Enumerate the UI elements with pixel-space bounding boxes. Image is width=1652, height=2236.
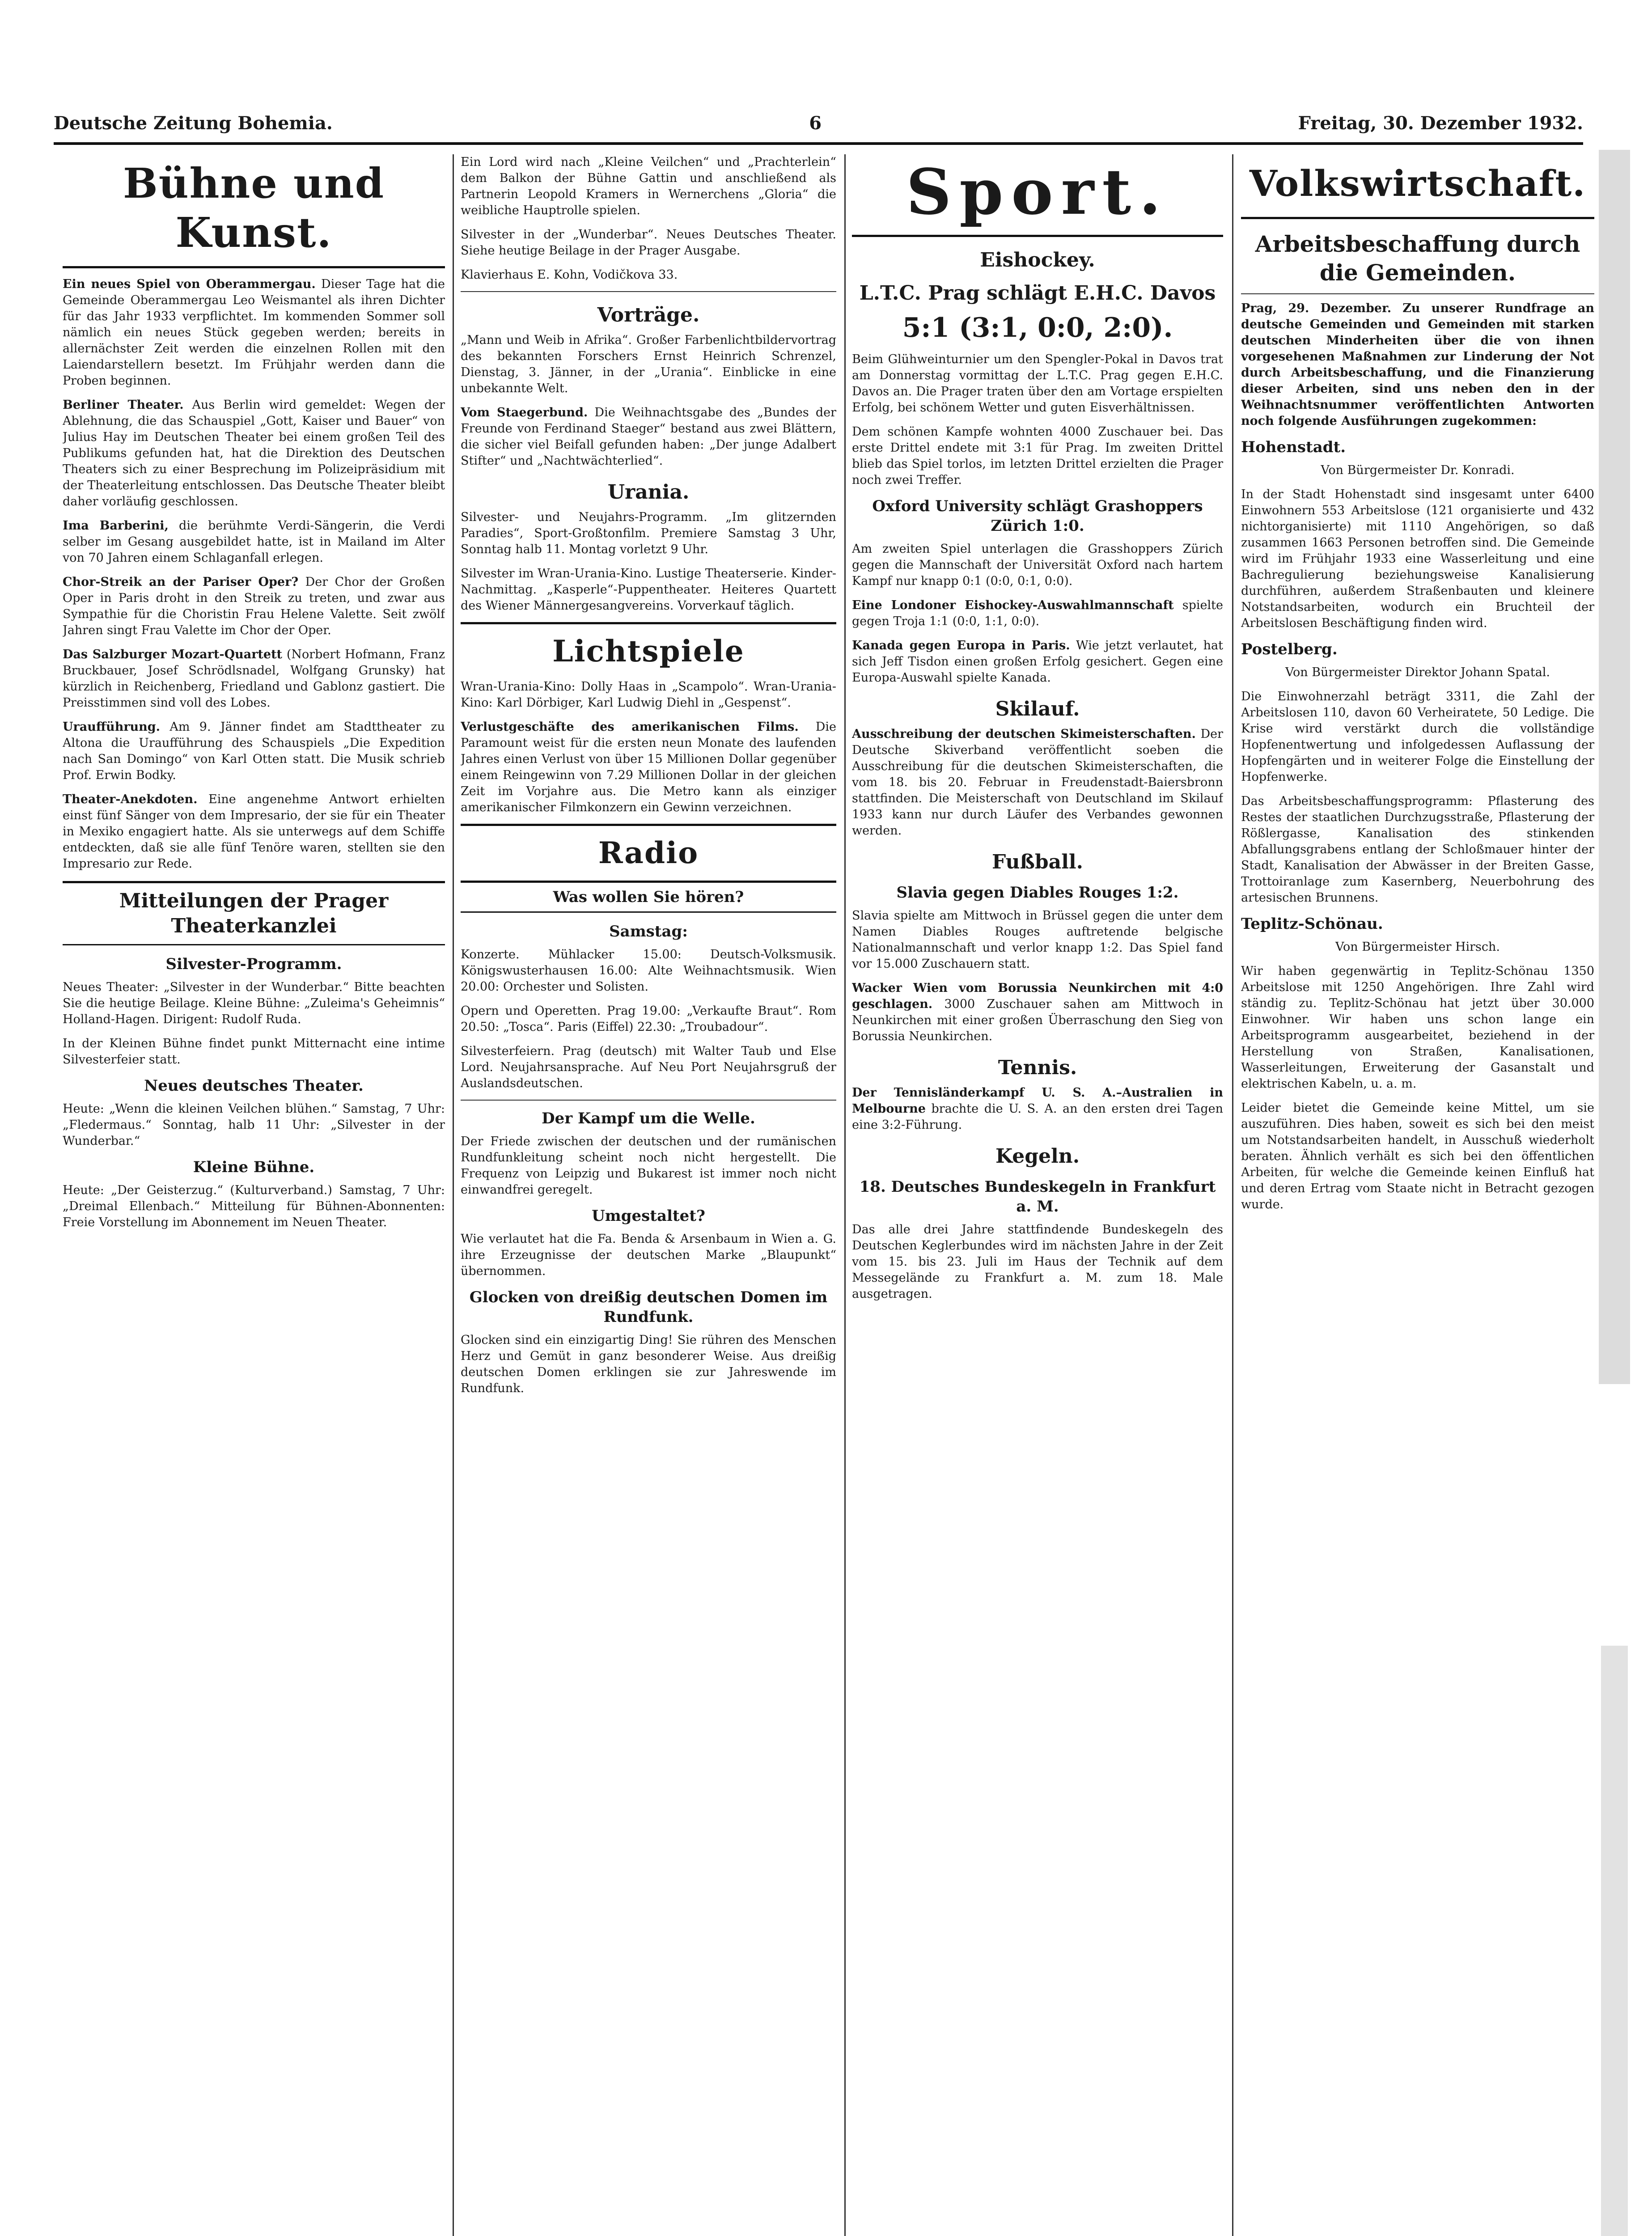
article-barberini: Ima Barberini, die berühmte Verdi-Sängerin, die Verdi selber im Gesang ausgebildet hatte, ist in Mailand im Alter von 70 Jahren einem Schlaganfall erlegen. <box>63 519 445 565</box>
article-spengler-kampf: Dem schönen Kampfe wohnten 4000 Zuschauer bei. Das erste Drittel endete mit 3:1 für Prag. Im zweiten Drittel blieb das Spiel torlos, im letzten Drittel erzielten die Prager noch zwei Treffer. <box>852 425 1223 487</box>
tennis-heading: Tennis. <box>998 1056 1077 1079</box>
article-rundfrage: Prag, 29. Dezember. Zu unserer Rundfrage an deutsche Gemeinden und Gemeinden mit starken deutschen Minderheiten über die von ihnen vorgesehenen Maßnahmen zur Linderung der Not durch Arbeitsbeschaffung, und die Finanzierung dieser Arbeiten, sind uns neben den in der Weihnachtsnummer veröffentlichten Antworten noch folgende Ausführungen zugekommen: <box>1241 301 1594 428</box>
radio-day: Samstag: <box>609 923 688 940</box>
running-head <box>54 110 1583 136</box>
article-umgestaltet: Wie verlautet hat die Fa. Benda & Arsenbaum in Wien a. G. ihre Erzeugnisse der deutschen Marke „Blaupunkt“ übernommen. <box>461 1232 836 1278</box>
article-amerikanischer-film: Verlustgeschäfte des amerikanischen Films. Die Paramount weist für die ersten neun Monate des laufenden Jahres einen Verlust von über 15 Millionen Dollar gegenüber einem Reingewinn von 7.29 Millionen Dollar in der gleichen Zeit im Vorjahre aus. Die Metro kann als einziger amerikanischer Filmkonzern ein Gewinn verzeichnen. <box>461 720 836 814</box>
urania-heading: Urania. <box>607 481 690 504</box>
article-hohenstadt: In der Stadt Hohenstadt sind insgesamt unter 6400 Einwohnern 553 Arbeitslose (121 organisierte und 432 nichtorganisierte) mit 1110 Angehörigen, so daß zusammen 1663 Personen betroffen sind. Die Gemeinde wird im Frühjahr 1933 eine Wasserleitung und eine Bachregulierung beziehungsweise Kanalisierung durchführen, außerdem Straßenbauten und kleinere Notstandsarbeiten, wodurch ein Bruchteil der Arbeitslosen Beschäftigung finden wird. <box>1241 487 1594 630</box>
article-teplitz-mittel: Leider bietet die Gemeinde keine Mittel, um sie auszuführen. Dies haben, soweit es sich bei den meist um Notstandsarbeiten handelt, in Ausschuß wiederholt beraten. Ähnlich verhält es sich bei den öffentlichen Arbeiten, für welche die Gemeinde keinen Einfluß hat und deren Ertrag vom Staate nicht in Betracht gezogen wurde. <box>1241 1101 1594 1211</box>
kampf-welle-heading: Der Kampf um die Welle. <box>542 1110 755 1127</box>
vortraege-heading: Vorträge. <box>597 304 700 326</box>
article-skimeisterschaften: Ausschreibung der deutschen Skimeisterschaften. Der Deutsche Skiverband veröffentlicht soeben die Ausschreibung für die deutschen Skimeisterschaften, die vom 18. bis 20. Februar in Freudenstadt-Baiersbronn stattfinden. Die Meisterschaft von Deutschland im Skilauf 1933 kann nur durch Läufer des Verbandes gewonnen werden. <box>852 727 1223 838</box>
postelberg-heading: Postelberg. <box>1241 640 1338 658</box>
article-silvester-wunderbar: Silvester in der „Wunderbar“. Neues Deutsches Theater. Siehe heutige Beilage in der Prager Ausgabe. <box>461 228 836 258</box>
article-anekdoten: Theater-Anekdoten. Eine angenehme Antwort erhielten einst fünf Sänger von dem Impresario, der sie für ein Theater in Mexiko engagiert hatte. Als sie unterwegs auf dem Schiffe entdeckten, daß sie alle fünf Tenöre waren, stellten sie den Impresario zur Rede. <box>63 792 445 871</box>
match-slavia: Slavia gegen Diables Rouges 1:2. <box>896 884 1179 902</box>
radio-opern: Opern und Operetten. Prag 19.00: „Verkaufte Braut“. Rom 20.50: „Tosca“. Paris (Eiffel) 22.30: „Troubadour“. <box>461 1004 836 1034</box>
column-divider <box>1232 154 1233 2236</box>
page-number: 6 <box>809 112 822 134</box>
postelberg-author: Von Bürgermeister Direktor Johann Spatal. <box>1285 665 1550 679</box>
header-rule <box>54 142 1583 145</box>
article-lord: Ein Lord wird nach „Kleine Veilchen“ und „Prachterlein“ dem Balkon der Bühne Gattin und anschließend als Partnerin Leopold Kramers in Wernerchens „Gloria“ die weibliche Hauptrolle spielen. <box>461 155 836 217</box>
article-oxford: Am zweiten Spiel unterlagen die Grasshoppers Zürich gegen die Mannschaft der Universität Oxford nach hartem Kampf nur knapp 0:1 (0:0, 0:1, 0:0). <box>852 542 1223 588</box>
article-berliner-theater: Berliner Theater. Aus Berlin wird gemeldet: Wegen der Ablehnung, die das Schauspiel „Gott, Kaiser und Bauer“ von Julius Hay im Deutschen Theater bei einem großen Teil des Publikums gefunden hat, hat die Direktion des Deutschen Theaters sich zu einer Besprechung im Polizeipräsidium mit der Theaterleitung entschlossen. Das Deutsche Theater bleibt daher vorläufig geschlossen. <box>63 398 445 508</box>
article-londoner-auswahl: Eine Londoner Eishockey-Auswahlmannschaft spielte gegen Troja 1:1 (0:0, 1:1, 0:0). <box>852 598 1223 628</box>
article-tennis: Der Tennisländerkampf U. S. A.–Australien in Melbourne brachte die U. S. A. an den ersten drei Tagen eine 3:2-Führung. <box>852 1086 1223 1132</box>
column-divider <box>844 154 846 2236</box>
article-urania-kino: Silvester im Wran-Urania-Kino. Lustige Theaterserie. Kinder-Nachmittag. „Kasperle“-Puppentheater. Heiteres Quartett des Wiener Männergesangvereins. Vorverkauf täglich. <box>461 567 836 613</box>
theaterkanzlei-p2: In der Kleinen Bühne findet punkt Mitternacht eine intime Silvesterfeier statt. <box>63 1037 445 1067</box>
volkswirtschaft-title: Volkswirtschaft. <box>1249 162 1586 204</box>
oxford-heading: Oxford University schlägt Grashoppers Zürich 1:0. <box>872 497 1203 535</box>
column-buehne-und-kunst <box>63 154 445 2236</box>
article-kino-programm: Wran-Urania-Kino: Dolly Haas in „Scampolo“. Wran-Urania-Kino: Karl Dörbiger, Karl Ludwig Diehl in „Gespenst“. <box>461 680 836 710</box>
article-wacker-wien: Wacker Wien vom Borussia Neunkirchen mit 4:0 geschlagen. 3000 Zuschauer sahen am Mittwoch in Neunkirchen mit einer großen Überraschung den Sieg von Borussia Neunkirchen. <box>852 981 1223 1043</box>
column-sport <box>852 154 1223 2236</box>
bundeskegeln-heading: 18. Deutsches Bundeskegeln in Frankfurt a. M. <box>859 1178 1216 1215</box>
theaterkanzlei-p3: Heute: „Wenn die kleinen Veilchen blühen.“ Samstag, 7 Uhr: „Fledermaus.“ Sonntag, halb 11 Uhr: „Silvester in der Wunderbar.“ <box>63 1102 445 1148</box>
article-klavierhaus: Klavierhaus E. Kohn, Vodičkova 33. <box>461 268 678 282</box>
article-kampf-welle: Der Friede zwischen der deutschen und der rumänischen Rundfunkleitung scheint noch nicht hergestellt. Die Frequenz von Leipzig und Bukarest ist immer noch nicht einwandfrei geregelt. <box>461 1135 836 1197</box>
column-divider <box>453 154 454 2236</box>
teplitz-author: Von Bürgermeister Hirsch. <box>1335 940 1500 954</box>
article-afrika: „Mann und Weib in Afrika“. Großer Farbenlichtbildervortrag des bekannten Forschers Ernst Heinrich Schrenzel, Dienstag, 3. Jänner, in der „Urania“. Einblicke in eine unbekannte Welt. <box>461 333 836 395</box>
radio-konzerte: Konzerte. Mühlacker 15.00: Deutsch-Volksmusik. Königswusterhausen 16.00: Alte Weihnachtsmusik. Wien 20.00: Orchester und Solisten. <box>461 948 836 994</box>
section-title-buehne: Bühne und Kunst. <box>123 159 385 257</box>
theaterkanzlei-box <box>63 881 445 945</box>
divider <box>63 266 445 268</box>
article-teplitz: Wir haben gegenwärtig in Teplitz-Schönau 1350 Arbeitslose mit 1250 Angehörigen. Ihre Zahl wird ständig zu. Teplitz-Schönau hat jetzt über 30.000 Einwohner. Wir haben uns schon lange ein Arbeitsprogramm ausgearbeitet, beziehend in der Herstellung von Straßen, Kanalisationen, Wasserleitungen, Erweiterung der Gasanstalt und elektrischen Kabeln, u. a. m. <box>1241 964 1594 1091</box>
article-postelberg-programm: Das Arbeitsbeschaffungsprogramm: Pflasterung des Restes der staatlichen Durchzugsstraße, Pflasterung der Rößlergasse, Kanalisation des stinkenden Abfallungsgrabens entlang der Schloßmauer hinter der Stadt, Kanalisation der Abwässer in der Breiten Gasse, Trottoiranlage zum Kasernberg, Neuerbohrung des artesischen Brunnens. <box>1241 794 1594 905</box>
divider <box>1241 217 1594 219</box>
newspaper-name: Deutsche Zeitung Bohemia. <box>54 112 333 134</box>
column-culture-radio <box>461 154 836 2236</box>
kegeln-heading: Kegeln. <box>995 1145 1080 1168</box>
divider <box>461 1100 836 1101</box>
article-spengler-pokal: Beim Glühweinturnier um den Spengler-Pokal in Davos trat am Donnerstag vormittag der L.T.C. Prag gegen E.H.C. Davos an. Die Prager traten über den am Vortage erspielten Erfolg, bei schönem Wetter und guten Eisverhältnissen. <box>852 352 1223 415</box>
article-slavia: Slavia spielte am Mittwoch in Brüssel gegen die unter dem Namen Diables Rouges auftretende belgische Nationalmannschaft und verlor knapp 1:2. Das Spiel fand vor 15.000 Zuschauern statt. <box>852 909 1223 971</box>
issue-date: Freitag, 30. Dezember 1932. <box>1298 112 1583 134</box>
article-bundeskegeln: Das alle drei Jahre stattfindende Bundeskegeln des Deutschen Keglerbundes wird im nächsten Jahre in der Zeit vom 15. bis 23. Juli im Haus der Technik auf dem Messegelände zu Frankfurt a. M. zum 18. Male ausgetragen. <box>852 1223 1223 1301</box>
umgestaltet-heading: Umgestaltet? <box>592 1207 705 1225</box>
arbeitsbeschaffung-title: Arbeitsbeschaffung durch die Gemeinden. <box>1255 231 1580 286</box>
divider <box>852 235 1223 237</box>
sport-title: Sport. <box>906 156 1169 229</box>
teplitz-heading: Teplitz-Schönau. <box>1241 915 1383 933</box>
hohenstadt-heading: Hohenstadt. <box>1241 438 1346 456</box>
radio-box <box>461 881 836 913</box>
lichtspiele-title: Lichtspiele <box>552 634 745 669</box>
article-mozart-quartett: Das Salzburger Mozart-Quartett (Norbert Hofmann, Franz Bruckbauer, Josef Schrödlsnadel, Wolfgang Grunsky) hat kürzlich in Reichenberg, Friedland und Gablonz gastiert. Die Preisstimmen sind voll des Lobes. <box>63 648 445 710</box>
page-edge-shadow <box>1601 1646 1628 2236</box>
theaterkanzlei-p4: Heute: „Der Geisterzug.“ (Kulturverband.) Samstag, 7 Uhr: „Dreimal Ellenbach.“ Mitteilung für Bühnen-Abonnenten: Freie Vorstellung im Abonnement im Neuen Theater. <box>63 1183 445 1229</box>
article-chor-streik: Chor-Streik an der Pariser Oper? Der Chor der Großen Oper in Paris droht in den Streik zu treten, und zwar aus Sympathie für die Choristin Frau Helene Valette. Seit zwölf Jahren singt Frau Valette im Chor der Oper. <box>63 575 445 637</box>
eishockey-heading: Eishockey. <box>980 249 1095 271</box>
hohenstadt-author: Von Bürgermeister Dr. Konradi. <box>1321 463 1515 477</box>
article-urauffuehrung: Uraufführung. Am 9. Jänner findet am Stadttheater zu Altona die Uraufführung des Schauspiels „Die Expedition nach San Domingo“ von Karl Otten statt. Die Musik schrieb Prof. Erwin Bodky. <box>63 720 445 782</box>
match-prag-davos: L.T.C. Prag schlägt E.H.C. Davos <box>859 282 1216 305</box>
glocken-heading: Glocken von dreißig deutschen Domen im Rundfunk. <box>469 1288 828 1326</box>
divider <box>461 824 836 826</box>
divider <box>461 622 836 624</box>
theaterkanzlei-title: Mitteilungen der Prager Theaterkanzlei <box>119 889 389 937</box>
kleine-buehne-heading: Kleine Bühne. <box>193 1158 315 1176</box>
article-glocken: Glocken sind ein einzigartig Ding! Sie rühren des Menschen Herz und Gemüt in ganz besonderer Weise. Aus dreißig deutschen Domen erklingen sie zur Jahreswende im Rundfunk. <box>461 1333 836 1395</box>
divider <box>1241 293 1594 294</box>
article-staegerbund: Vom Staegerbund. Die Weihnachtsgabe des „Bundes der Freunde von Ferdinand Staeger“ bestand aus zwei Blättern, die sicher viel Beifall gefunden haben: „Der junge Adalbert Stifter“ und „Nachtwächterlied“. <box>461 406 836 468</box>
column-volkswirtschaft <box>1241 154 1594 2236</box>
neues-theater-heading: Neues deutsches Theater. <box>144 1077 364 1095</box>
score-prag-davos: 5:1 (3:1, 0:0, 2:0). <box>902 312 1173 343</box>
page-edge-shadow <box>1599 150 1630 1384</box>
article-postelberg: Die Einwohnerzahl beträgt 3311, die Zahl der Arbeitslosen 110, davon 60 Verheiratete, 50 Ledige. Die Krise wird verstärkt durch die vollständige Hopfenentwertung und infolgedessen Auflassung der Hopfengärten und in weiterer Folge die Einstellung der Hopfenwerke. <box>1241 690 1594 784</box>
divider <box>461 291 836 292</box>
theaterkanzlei-p1: Neues Theater: „Silvester in der Wunderbar.“ Bitte beachten Sie die heutige Beilage. Kleine Bühne: „Zuleima's Geheimnis“ Holland-Hagen. Dirigent: Rudolf Ruda. <box>63 980 445 1026</box>
skilauf-heading: Skilauf. <box>995 698 1080 720</box>
radio-silvester: Silvesterfeiern. Prag (deutsch) mit Walter Taub und Else Lord. Neujahrsansprache. Auf Neu Port Neujahrsgruß der Auslandsdeutschen. <box>461 1044 836 1090</box>
fussball-heading: Fußball. <box>992 851 1083 873</box>
article-urania-programm: Silvester- und Neujahrs-Programm. „Im glitzernden Paradies“, Sport-Großtonfilm. Premiere Samstag 3 Uhr, Sonntag halb 11. Montag vorletzt 9 Uhr. <box>461 510 836 556</box>
silvester-programm-heading: Silvester-Programm. <box>165 955 342 973</box>
article-kanada-europa: Kanada gegen Europa in Paris. Wie jetzt verlautet, hat sich Jeff Tisdon einen großen Erfolg gesichert. Gegen eine Europa-Auswahl spielte Kanada. <box>852 639 1223 685</box>
radio-box-title: Was wollen Sie hören? <box>553 888 744 906</box>
article-oberammergau: Ein neues Spiel von Oberammergau. Dieser Tage hat die Gemeinde Oberammergau Leo Weismantel als ihren Dichter für das Jahr 1933 verpflichtet. Im kommenden Sommer soll nämlich ein neues Stück gegeben werden; bereits in allernächster Zeit werden die einzelnen Rollen mit den Laiendarstellern besetzt. Im Frühjahr werden dann die Proben beginnen. <box>63 277 445 388</box>
radio-title: Radio <box>598 835 699 870</box>
